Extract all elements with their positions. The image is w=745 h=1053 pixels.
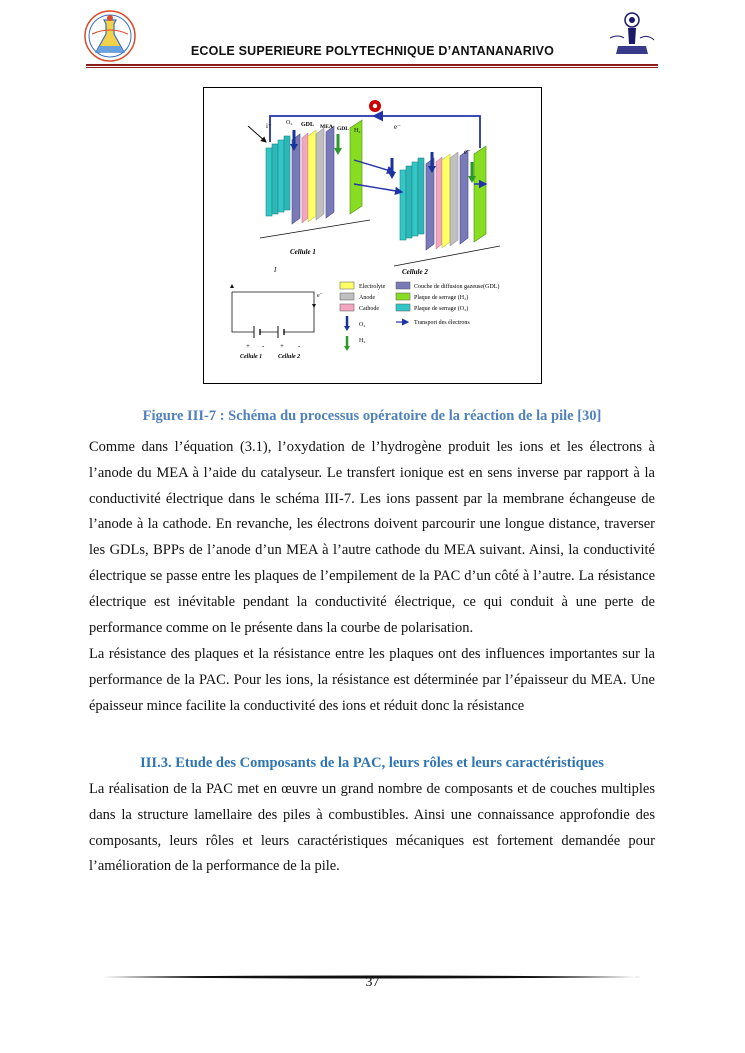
- label-circuit-cell-2: Cellule 2: [278, 354, 301, 360]
- label-gdl-1: GDL: [301, 122, 315, 128]
- figure-caption: Figure III-7 : Schéma du processus opératoire de la réaction de la pile [30]: [142, 408, 602, 424]
- label-circuit-cell-1: Cellule 1: [240, 354, 263, 360]
- label-plus-2: +: [280, 342, 284, 350]
- legend-plate-h2: Plaque de serrage (H₂): [414, 295, 469, 301]
- header-rule: [86, 64, 658, 66]
- label-minus-2: -: [298, 342, 301, 350]
- legend-anode: Anode: [359, 295, 375, 301]
- legend-electrolyte: Electrolyte: [359, 284, 386, 290]
- header-rule-thin: [86, 67, 658, 68]
- legend-swatch-plate-o2: [396, 304, 410, 311]
- label-h2: H₂: [354, 128, 361, 134]
- o2-plate-1: [266, 136, 290, 216]
- page-number: 37: [365, 975, 380, 990]
- legend-plate-o2: Plaque de serrage (O₂): [414, 306, 469, 312]
- label-o2: O₂: [286, 120, 293, 126]
- legend-gdl: Couche de diffusion gazeuse(GDL): [414, 284, 500, 290]
- legend-h2: H₂: [359, 338, 366, 344]
- cell-1-base-line: [260, 220, 370, 238]
- label-gdl-2: GDL: [337, 126, 349, 132]
- cell-2-base-line: [394, 246, 500, 266]
- header-school-name: ECOLE SUPERIEURE POLYTECHNIQUE D’ANTANANARIVO: [190, 44, 555, 58]
- paragraph-1: Comme dans l’équation (3.1), l’oxydation de l’hydrogène produit les ions et les électrons à l’anode du MEA à l’aide du catalyseur. Le transfert ionique est en sens inverse par rapport à la conductivité électrique dans le schéma III-7. Les ions passent par la membrane échangeuse de l’anode à la cathode. En revanche, les électrons doivent parcourir une longue distance, traverser les GDLs, BPPs de l’anode d’un MEA à l’autre cathode du MEA suivant. Ainsi, la conductivité électrique se passe entre les plaques de l’empilement de la PAC d’un côté à l’autre. La résistance électrique est inévitable pendant la conductivité électrique, ce qui conduit à une perte de performance comme on le présente dans la courbe de polarisation.: [89, 439, 655, 636]
- legend-cathode: Cathode: [359, 306, 379, 312]
- external-circuit-wire: [270, 116, 480, 148]
- load-icon: [369, 100, 381, 112]
- label-plus-1: +: [246, 342, 250, 350]
- equivalent-circuit: [230, 284, 316, 338]
- legend-swatch-anode: [340, 293, 354, 300]
- label-cell-2: Cellule 2: [402, 268, 428, 276]
- label-e-right: e⁻: [464, 148, 471, 156]
- cell-1-stack: [266, 120, 362, 224]
- cell-2-stack: [400, 146, 486, 250]
- label-cell-1: Cellule 1: [290, 248, 316, 256]
- legend-o2: O₂: [359, 322, 366, 328]
- label-circuit-e: e⁻: [317, 293, 323, 299]
- label-e-top: e⁻: [394, 123, 401, 131]
- label-i-top: i⁻: [266, 122, 272, 130]
- paragraph-2: La résistance des plaques et la résistance entre les plaques ont des influences importantes sur la performance de la PAC. Pour les ions, la résistance est déterminée par l’épaisseur du MEA. Une épaisseur mince facilite la conductivité des ions et réduit donc la résistance: [89, 646, 655, 714]
- legend-swatch-cathode: [340, 304, 354, 311]
- fuel-cell-figure: [203, 87, 542, 384]
- legend-swatch-plate-h2: [396, 293, 410, 300]
- section-heading: III.3. Etude des Composants de la PAC, leurs rôles et leurs caractéristiques: [140, 755, 604, 771]
- label-circuit-i: I: [274, 266, 277, 274]
- label-mea: MEA: [320, 124, 333, 130]
- paragraph-3: La réalisation de la PAC met en œuvre un grand nombre de composants et de couches multiples dans la structure lamellaire des piles à combustibles. Ainsi une connaissance approfondie des composants, leurs rôles et leurs caractéristiques mécaniques est fortement demandée pour l’amélioration de la performance de la pile.: [89, 781, 655, 875]
- o2-plate-2: [400, 158, 424, 240]
- footer-rule: [103, 966, 641, 970]
- legend-swatch-gdl: [396, 282, 410, 289]
- legend-transport: Transport des électrons: [414, 320, 470, 326]
- label-minus-1: -: [262, 342, 265, 350]
- legend-swatch-electrolyte: [340, 282, 354, 289]
- figure-legend: [340, 282, 499, 351]
